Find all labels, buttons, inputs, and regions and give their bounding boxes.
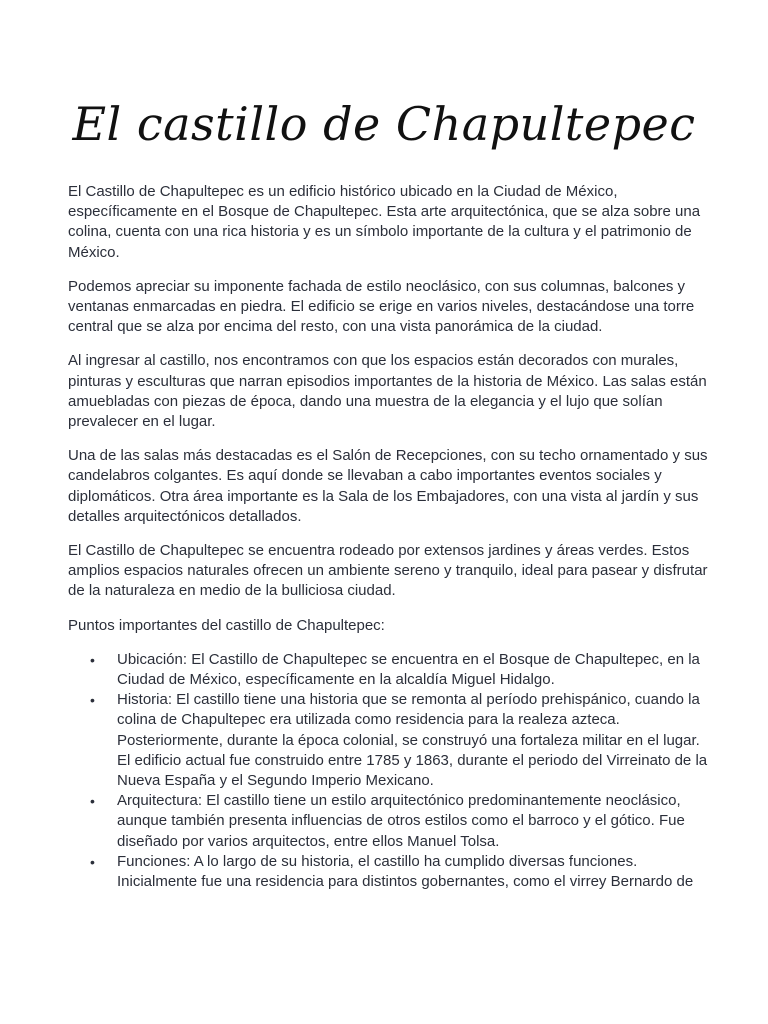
bullet-list	[68, 650, 708, 892]
list-item-text: Historia: El castillo tiene una historia que se remonta al período prehispánico, cuando la colina de Chapultepec era utilizada como residencia para la realeza azteca. Posteriormente, durante la época colonial, se construyó una fortaleza militar en el lugar. El edificio actual fue construido entre 1785 y 1863, durante el periodo del Virreinato de la Nueva España y el Segundo Imperio Mexicano.	[117, 691, 708, 790]
list-item	[68, 791, 708, 852]
list-item	[68, 650, 708, 690]
list-item-text: Ubicación: El Castillo de Chapultepec se encuentra en el Bosque de Chapultepec, en la Ciudad de México, específicamente en la alcaldía Miguel Hidalgo.	[117, 650, 700, 689]
list-intro: Puntos importantes del castillo de Chapultepec:	[68, 616, 385, 634]
document-body	[68, 182, 708, 892]
list-item-text: Funciones: A lo largo de su historia, el castillo ha cumplido diversas funciones. Inicialmente fue una residencia para distintos gobernantes, como el virrey Bernardo de	[117, 852, 694, 891]
bullet-icon: •	[90, 793, 95, 810]
document-title: El castillo de Chapultepec	[72, 97, 696, 151]
paragraph: El Castillo de Chapultepec se encuentra rodeado por extensos jardines y áreas verdes. Estos amplios espacios naturales ofrecen un ambiente sereno y tranquilo, ideal para pasear y disfrutar de la naturaleza en medio de la bulliciosa ciudad.	[68, 542, 708, 600]
paragraph: El Castillo de Chapultepec es un edificio histórico ubicado en la Ciudad de México, específicamente en el Bosque de Chapultepec. Esta arte arquitectónica, que se alza sobre una colina, cuenta con una rica historia y es un símbolo importante de la cultura y el patrimonio de México.	[68, 183, 701, 261]
list-item	[68, 690, 708, 791]
paragraph: Al ingresar al castillo, nos encontramos con que los espacios están decorados con murales, pinturas y esculturas que narran episodios importantes de la historia de México. Las salas están amuebladas con piezas de época, dando una muestra de la elegancia y el lujo que solían prevalecer en el lugar.	[68, 352, 707, 431]
bullet-icon: •	[90, 692, 95, 709]
bullet-icon: •	[90, 853, 95, 870]
list-item	[68, 852, 708, 892]
paragraph: Una de las salas más destacadas es el Salón de Recepciones, con su techo ornamentado y sus candelabros colgantes. Es aquí donde se llevaban a cabo importantes eventos sociales y diplomáticos. Otra área importante es la Sala de los Embajadores, con una vista al jardín y sus detalles arquitectónicos detallados.	[68, 447, 708, 525]
paragraph: Podemos apreciar su imponente fachada de estilo neoclásico, con sus columnas, balcones y ventanas enmarcadas en piedra. El edificio se erige en varios niveles, destacándose una torre central que se alza por encima del resto, con una vista panorámica de la ciudad.	[68, 277, 695, 336]
bullet-icon: •	[90, 651, 95, 668]
list-item-text: Arquitectura: El castillo tiene un estilo arquitectónico predominantemente neoclásico, aunque también presenta influencias de otros estilos como el barroco y el gótico. Fue diseñado por varios arquitectos, entre ellos Manuel Tolsa.	[117, 792, 685, 850]
